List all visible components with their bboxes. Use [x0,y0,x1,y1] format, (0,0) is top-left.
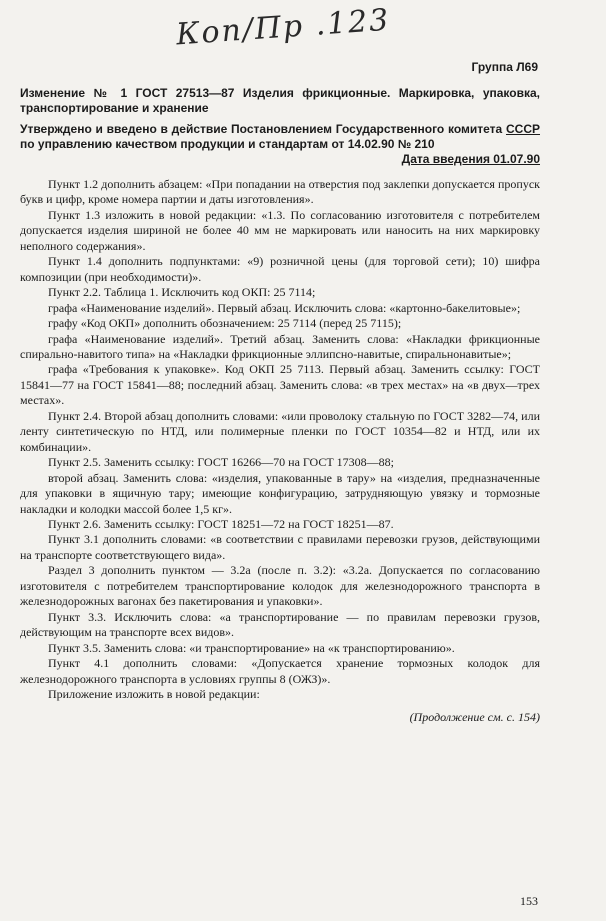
approval-rest: по управлению качеством продукции и стандартам от 14.02.90 № 210 [20,137,435,151]
effective-date-text: Дата введения 01.07.90 [401,152,540,166]
amendment-heading [20,86,540,116]
paragraph: графа «Требования к упаковке». Код ОКП 25 7113. Первый абзац. Заменить ссылку: ГОСТ 15841—77 на ГОСТ 15841—88; последний абзац. Заменить слова: «в трех местах» на «в двух—трех местах». [20,362,540,408]
approval-statement [20,122,540,152]
paragraph: Пункт 2.6. Заменить ссылку: ГОСТ 18251—72 на ГОСТ 18251—87. [48,516,394,531]
amendment-body [20,177,540,702]
paragraph: графа «Наименование изделий». Третий абзац. Заменить слова: «Накладки фрикционные спирально-навитого типа» на «Накладки фрикционные эллипсно-навитые, спиральнонавитые»; [20,331,540,361]
paragraph: второй абзац. Заменить слова: «изделия, упакованные в тару» на «изделия, предназначенные для упаковки в ящичную тару; имеющие конфигурацию, затрудняющую увязку и тормозные накладки и колодки массой более 1,5 кг». [20,470,540,516]
paragraph: Пункт 2.5. Заменить ссылку: ГОСТ 16266—70 на ГОСТ 17308—88; [48,455,395,470]
paragraph: Пункт 4.1 дополнить словами: «Допускается хранение тормозных колодок для железнодорожного транспорта в условиях группы 8 (ОЖЗ)». [20,656,540,686]
paragraph: графу «Код ОКП» дополнить обозначением: 25 7114 (перед 25 7115); [48,316,402,331]
paragraph: Раздел 3 дополнить пунктом — 3.2а (после п. 3.2): «3.2а. Допускается по согласованию изготовителя с потребителем транспортирование колодок для железнодорожного транспорта в железнодорожных вагонах без пакетирования и упаковки». [20,563,540,609]
continuation-note: (Продолжение см. с. 154) [409,710,540,725]
paragraph: Пункт 3.1 дополнить словами: «в соответствии с правилами перевозки грузов, действующими на транспорте соответствующего вида». [20,532,540,562]
paragraph: графа «Наименование изделий». Первый абзац. Исключить слова: «картонно-бакелитовые»; [48,300,521,315]
group-code: Группа Л69 [471,60,538,74]
paragraph: Пункт 3.5. Заменить слова: «и транспортирование» на «к транспортированию». [48,640,455,655]
heading-line-1: Изменение № 1 ГОСТ 27513—87 Изделия фрикционные. Маркировка, упаковка, [20,86,540,100]
paragraph: Пункт 1.3 изложить в новой редакции: «1.3. По согласованию изготовителя с потребителем допускается изделия шириной не более 40 мм не маркировать или наносить на них маркировку неполного содержания». [20,207,540,253]
heading-line-2: транспортирование и хранение [20,101,209,115]
paragraph: Пункт 3.3. Исключить слова: «а транспортирование — по правилам перевозки грузов, действующим на транспорте всех видов». [20,609,540,640]
handwritten-note: Коп/Пр .123 [175,2,392,53]
effective-date [20,152,540,167]
page-number: 153 [520,894,538,908]
paragraph: Приложение изложить в новой редакции: [48,686,260,701]
approval-ussr: СССР [505,122,540,136]
approval-prefix: Утверждено и введено в действие Постановлением Государственного комитета [20,122,503,136]
paragraph: Пункт 2.2. Таблица 1. Исключить код ОКП: 25 7114; [48,285,316,300]
paragraph: Пункт 2.4. Второй абзац дополнить словами: «или проволоку стальную по ГОСТ 3282—74, или ленту синтетическую по НТД, или полимерные пленки по ГОСТ 10354—82 и НТД, или их комбинации». [20,408,540,454]
paragraph: Пункт 1.4 дополнить подпунктами: «9) розничной цены (для торговой сети); 10) шифра композиции (при необходимости)». [20,254,540,284]
paragraph: Пункт 1.2 дополнить абзацем: «При попадании на отверстия под заклепки допускается пропуск букв и цифр, кроме номера партии и даты изготовления». [20,177,540,207]
document-page [20,86,540,725]
